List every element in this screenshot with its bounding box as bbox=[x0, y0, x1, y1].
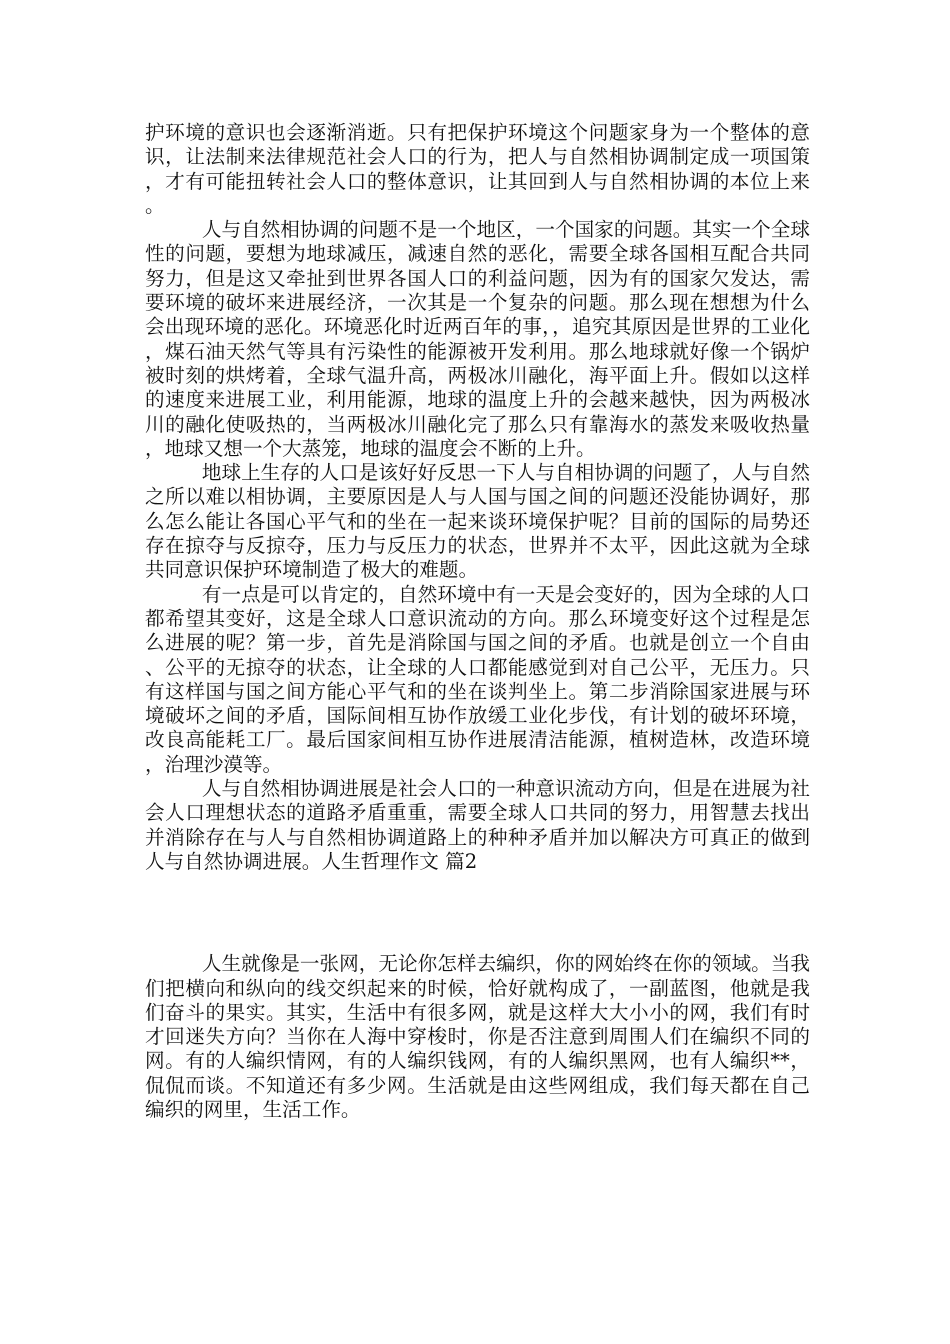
paragraph-reflection: 地球上生存的人口是该好好反思一下人与自相协调的问题了，人与自然之所以难以相协调，主要原因是人与人国与国之间的问题还没能协调好，那么怎么能让各国心平气和的坐在一起来谈环境保护呢？目前的国际的局势还存在掠夺与反掠夺，压力与反压力的状态，世界并不太平，因此这就为全球共同意识保护环境制造了极大的难题。 bbox=[145, 461, 810, 582]
paragraph-continuation: 护环境的意识也会逐渐消逝。只有把保护环境这个问题家身为一个整体的意识，让法制来法律规范社会人口的行为，把人与自然相协调制定成一项国策，才有可能扭转社会人口的整体意识，让其回到人与自然相协调的本位上来。 bbox=[145, 121, 810, 217]
document-page bbox=[145, 121, 810, 1122]
paragraph-conclusion: 人与自然相协调进展是社会人口的一种意识流动方向，但是在进展为社会人口理想状态的道路矛盾重重，需要全球人口共同的努力，用智慧去找出并消除存在与人与自然相协调道路上的种种矛盾并加以解决方可真正的做到人与自然协调进展。人生哲理作文 篇2 bbox=[145, 777, 810, 873]
paragraph-steps: 有一点是可以肯定的，自然环境中有一天是会变好的，因为全球的人口都希望其变好，这是全球人口意识流动的方向。那么环境变好这个过程是怎么进展的呢？第一步，首先是消除国与国之间的矛盾。也就是创立一个自由、公平的无掠夺的状态，让全球的人口都能感觉到对自己公平，无压力。只有这样国与国之间方能心平气和的坐在谈判坐上。第二步消除国家进展与环境破坏之间的矛盾，国际间相互协作放缓工业化步伐，有计划的破坏环境，改良高能耗工厂。最后国家间相互协作进展清洁能源，植树造林，改造环境，治理沙漠等。 bbox=[145, 582, 810, 776]
paragraph-harmony-global: 人与自然相协调的问题不是一个地区，一个国家的问题。其实一个全球性的问题，要想为地球减压，减速自然的恶化，需要全球各国相互配合共同努力，但是这又牵扯到世界各国人口的利益问题，因为有的国家欠发达，需要环境的破坏来进展经济，一次其是一个复杂的问题。那么现在想想为什么会出现环境的恶化。环境恶化时近两百年的事，，追究其原因是世界的工业化，煤石油天然气等具有污染性的能源被开发利用。那么地球就好像一个锅炉被时刻的烘烤着，全球气温升高，两极冰川融化，海平面上升。假如以这样的速度来进展工业，利用能源，地球的温度上升的会越来越快，因为两极冰川的融化使吸热的，当两极冰川融化完了那么只有靠海水的蒸发来吸收热量，地球又想一个大蒸笼，地球的温度会不断的上升。 bbox=[145, 218, 810, 460]
paragraph-life-net: 人生就像是一张网，无论你怎样去编织，你的网始终在你的领域。当我们把横向和纵向的线交织起来的时候，恰好就构成了，一副蓝图，他就是我们奋斗的果实。其实，生活中有很多网，就是这样大大小小的网，我们有时才回迷失方向？当你在人海中穿梭时，你是否注意到周围人们在编织不同的网。有的人编织情网，有的人编织钱网，有的人编织黑网，也有人编织**，侃侃而谈。不知道还有多少网。生活就是由这些网组成，我们每天都在自己编织的网里，生活工作。 bbox=[145, 952, 810, 1121]
section-spacer bbox=[145, 874, 810, 952]
